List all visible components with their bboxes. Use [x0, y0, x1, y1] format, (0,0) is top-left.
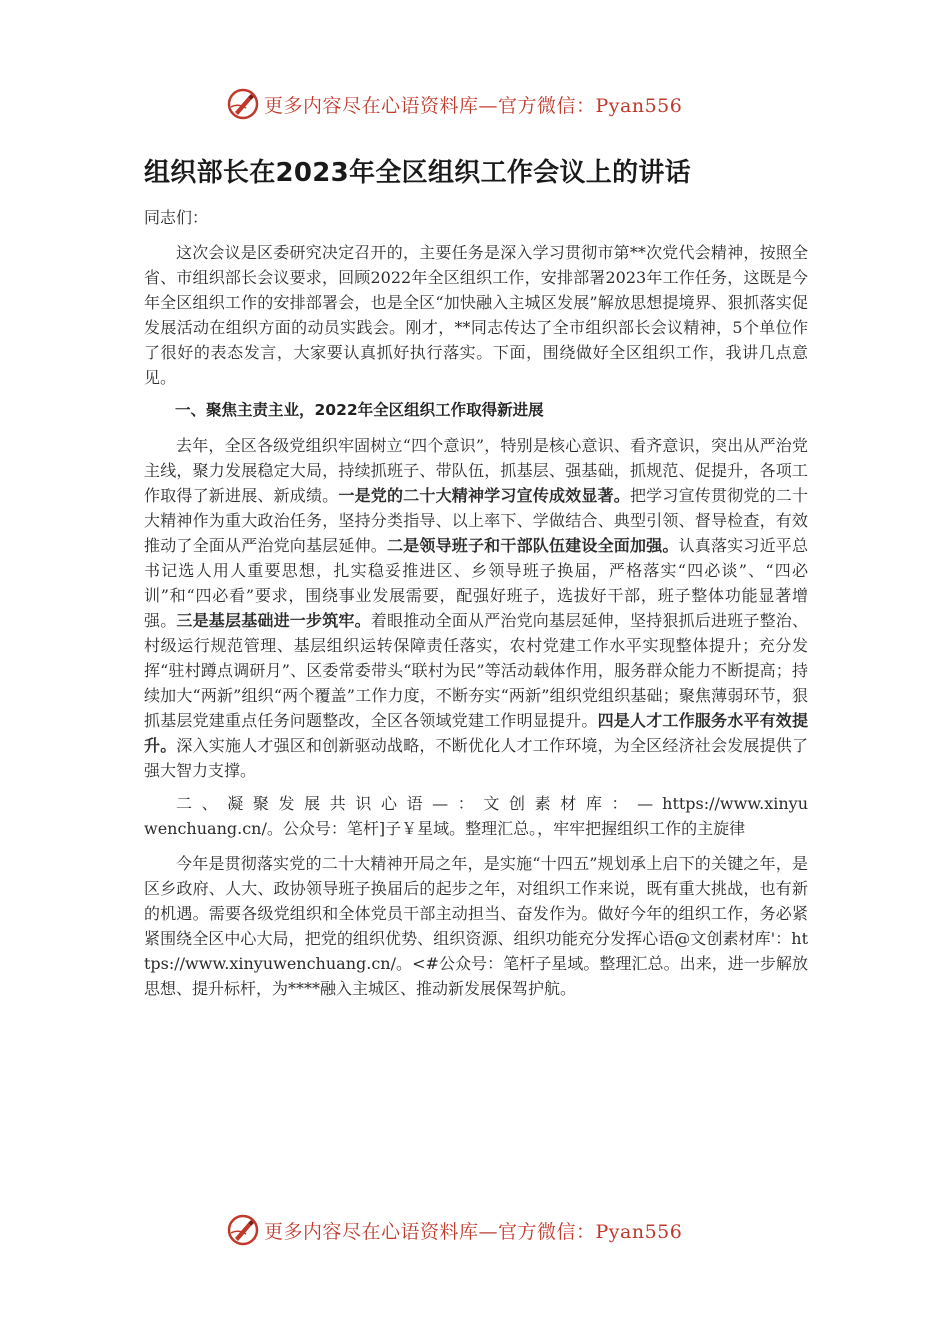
section-2-paragraph: 今年是贯彻落实党的二十大精神开局之年，是实施“十四五”规划承上启下的关键之年，是区乡政府、人大、政协领导班子换届后的起步之年，对组织工作来说，既有重大挑战，也有新的机遇。需要各级党组织和全体党员干部主动担当、奋发作为。做好今年的组织工作，务必紧紧围绕全区中心大局，把党的组织优势、组织资源、组织功能充分发挥心语@文创素材库'：https://www.xinyuwenchuang.cn/。<#公众号：笔杆子星域。整理汇总。出来，进一步解放思想、提升标杆，为****融入主城区、推动新发展保驾护航。 [144, 854, 808, 998]
section-1-point-4: 四是人才工作服务水平有效提升。 [144, 711, 808, 755]
salutation: 同志们： [144, 208, 209, 227]
section-1-point-3: 三是基层基础进一步筑牢。 [176, 611, 371, 630]
footer-banner[interactable] [226, 1212, 682, 1248]
section-1-text-1: 去年，全区各级党组织牢固树立“四个意识”，特别是核心意识、看齐意识，突出从严治党主线，聚力发展稳定大局，持续抓班子、带队伍，抓基层、强基础，抓规范、促提升，各项工作取得了新进展、新成绩。 [144, 436, 808, 505]
section-1-point-1: 一是党的二十大精神学习宣传成效显著。 [338, 486, 630, 505]
intro-paragraph: 这次会议是区委研究决定召开的，主要任务是深入学习贯彻市第**次党代会精神，按照全省、市组织部长会议要求，回顾2022年全区组织工作，安排部署2023年工作任务，这既是今年全区组织工作的安排部署会，也是全区“加快融入主城区发展”解放思想提境界、狠抓落实促发展活动在组织方面的动员实践会。刚才，**同志传达了全市组织部长会议精神，5个单位作了很好的表态发言，大家要认真抓好执行落实。下面，围绕做好全区组织工作，我讲几点意见。 [144, 243, 808, 387]
banner-text: 更多内容尽在心语资料库—官方微信：Pyan556 [264, 1220, 683, 1243]
pen-logo-icon [226, 87, 260, 121]
section-1-heading: 一、聚焦主责主业，2022年全区组织工作取得新进展 [175, 401, 544, 419]
document-title: 组织部长在2023年全区组织工作会议上的讲话 [144, 158, 691, 188]
section-1-text-4: 着眼推动全面从严治党向基层延伸，坚持狠抓后进班子整治、村级运行规范管理、基层组织运转保障责任落实，农村党建工作水平实现整体提升；充分发挥“驻村蹲点调研月”、区委常委带头“联村为民”等活动载体作用，服务群众能力不断提高；持续加大“两新”组织“两个覆盖”工作力度，不断夯实“两新”组织党组织基础；聚焦薄弱环节，狠抓基层党建重点任务问题整改，全区各领域党建工作明显提升。 [144, 611, 808, 730]
banner-text: 更多内容尽在心语资料库—官方微信：Pyan556 [264, 94, 683, 117]
section-2-heading-rest: https://www.xinyuwenchuang.cn/。公众号：笔杆]子￥星域。整理汇总。，牢牢把握组织工作的主旋律 [144, 794, 808, 838]
section-1-text-5: 深入实施人才强区和创新驱动战略，不断优化人才工作环境，为全区经济社会发展提供了强大智力支撑。 [144, 736, 808, 780]
section-1-text-2: 把学习宣传贯彻党的二十大精神作为重大政治任务，坚持分类指导、以上率下、学做结合、典型引领、督导检查，有效推动了全面从严治党向基层延伸。 [144, 486, 808, 555]
section-1-text-3: 认真落实习近平总书记选人用人重要思想，扎实稳妥推进区、乡领导班子换届，严格落实“四必谈”、“四必训”和“四必看”要求，围绕事业发展需要，配强好班子，选拔好干部，班子整体功能显著增强。 [144, 536, 808, 630]
section-2-heading-lead: 二、凝聚发展共识心语—：文创素材库：— [176, 794, 663, 813]
section-1-point-2: 二是领导班子和干部队伍建设全面加强。 [386, 536, 679, 555]
pen-logo-icon [226, 1213, 260, 1247]
document-body [144, 205, 808, 1009]
section-2-heading [144, 791, 808, 841]
header-banner[interactable] [226, 86, 682, 122]
section-1-paragraph [144, 433, 808, 783]
